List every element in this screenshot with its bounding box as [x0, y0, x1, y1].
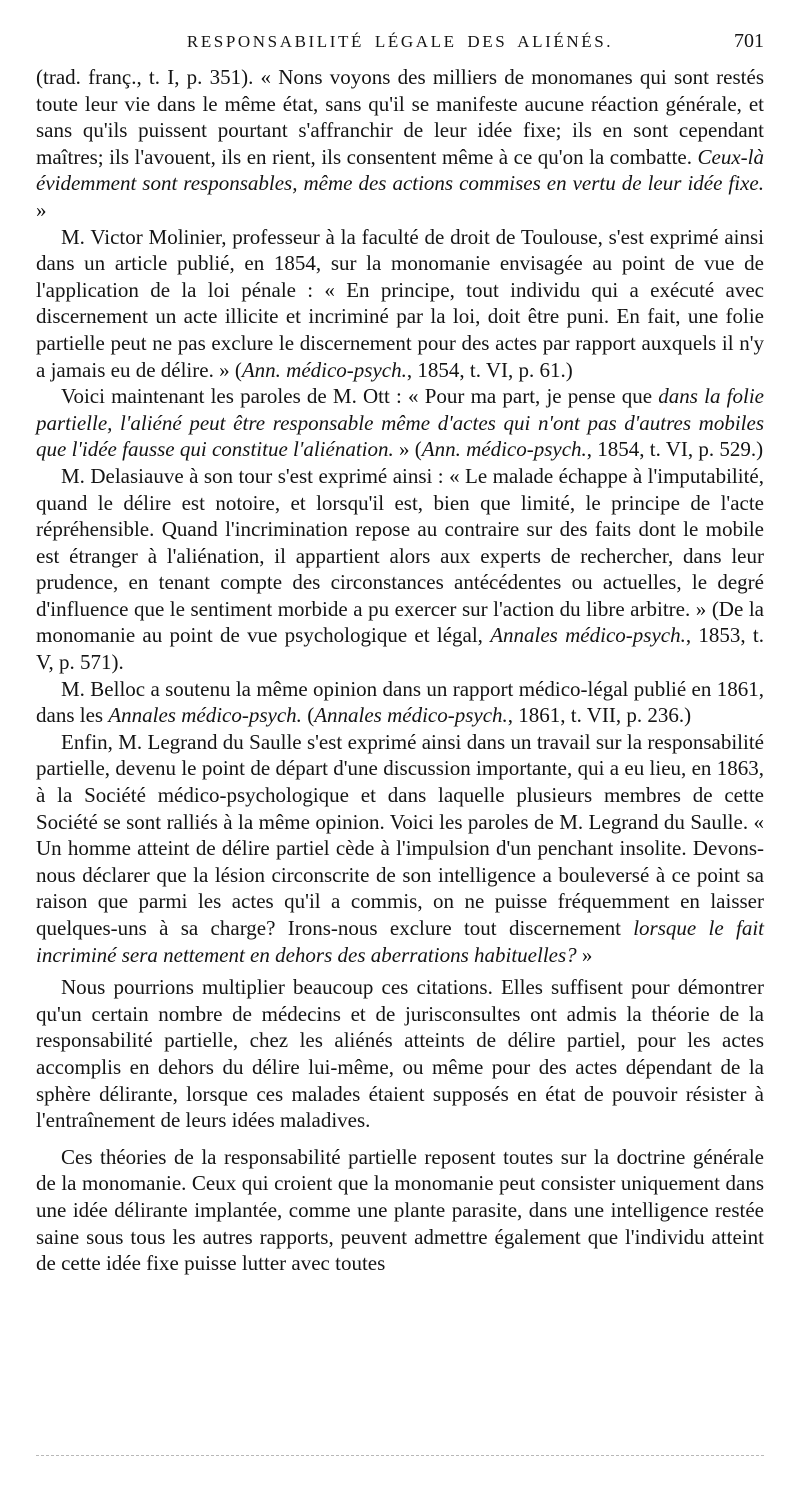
italic-run: Annales médico-psych.	[314, 703, 508, 728]
text-run: , 1854, t. VI, p. 529.)	[586, 437, 764, 462]
text-run: Ces théories de la responsabilité partielle reposent toutes sur la doctrine générale de la monomanie. Ceux qui croient que la monomanie peut consister uniquement dans une idée délirante implantée, comme une plante parasite, dans une intelligence restée saine sous tous les autres rapports, peuvent admettre également que l'individu atteint de cette idée fixe puisse lutter avec toutes	[36, 1144, 764, 1276]
text-run: »	[36, 197, 47, 222]
running-title: RESPONSABILITÉ LÉGALE DES ALIÉNÉS.	[186, 32, 614, 51]
italic-run: Ceux-là évidemment sont responsables, même des actions commises en vertu de leur idée fixe.	[36, 144, 764, 196]
text-run: Nous pourrions multiplier beaucoup ces citations. Elles suffisent pour démontrer qu'un certain nombre de médecins et de jurisconsultes ont admis la théorie de la responsabilité partielle, chez les aliénés atteints de délire partiel, pour les actes accomplis en dehors du délire lui-même, ou même pour des actes dépendant de la sphère délirante, lorsque ces malades étaient supposés en état de pouvoir résister à l'entraînement de leurs idées maladives.	[36, 975, 764, 1133]
text-run: , 1861, t. VII, p. 236.)	[507, 703, 692, 728]
paragraph	[36, 676, 764, 729]
text-run: (	[301, 703, 315, 728]
text-run: Enfin, M. Legrand du Saulle s'est exprimé ainsi dans un travail sur la responsabilité partielle, devenu le point de départ d'une discussion importante, qui a eu lieu, en 1863, à la Société médico-psychologique et dans laquelle plusieurs membres de cette Société se sont ralliés à la même opinion. Voici les paroles de M. Legrand du Saulle. « Un homme atteint de délire partiel cède à l'impulsion d'un penchant insolite. Devons-nous déclarer que la lésion circonscrite de son intelligence a bouleversé à ce point sa raison que parmi les actes qu'il a commis, on ne puisse fréquemment en laisser quelques-uns à sa charge? Irons-nous exclure tout discernement	[36, 729, 764, 940]
text-run: , 1854, t. VI, p. 61.)	[406, 357, 573, 382]
text-run: M. Victor Molinier, professeur à la faculté de droit de Toulouse, s'est exprimé ainsi dans un article publié, en 1854, sur la monomanie envisagée au point de vue de l'application de la loi pénale : « En principe, tout individu qui a exécuté avec discernement un acte illicite et incriminé par la loi, doit être puni. En fait, une folie partielle peut ne pas exclure le discernement pour des actes par rapport auxquels il n'y a jamais eu de délire. » (	[36, 224, 764, 382]
text-run: (trad. franç., t. I, p. 351). « Nons voyons des milliers de monomanes qui sont restés toute leur vie dans le même état, sans qu'il se manifeste aucune réaction générale, et sans qu'ils puissent pourtant s'affranchir de leur idée fixe; ils en sont cependant maîtres; ils l'avouent, ils en rient, ils consentent même à ce qu'on la combatte.	[36, 65, 764, 169]
italic-run: Ann. médico-psych.	[241, 357, 407, 382]
text-run: M. Delasiauve à son tour s'est exprimé ainsi : « Le malade échappe à l'imputabilité, quand le délire est notoire, et lorsqu'il est, bien que limité, le principe de l'acte répréhensible. Quand l'incrimination repose au contraire sur des faits dont le mobile est étranger à l'aliénation, il appartient alors aux experts de rechercher, dans leur prudence, en tenant compte des circonstances antécédentes ou actuelles, le degré d'influence que le sentiment morbide a pu exercer sur l'action du libre arbitre. » (De la monomanie au point de vue psychologique et légal,	[36, 463, 764, 648]
paragraph	[36, 64, 764, 224]
italic-run: dans la folie partielle, l'aliéné peut être responsable même d'actes qui n'ont pas d'autres mobiles que l'idée fausse qui constitue l'aliénation.	[36, 384, 764, 462]
footer-rule	[36, 1455, 764, 1456]
italic-run: Annales médico-psych.	[490, 623, 686, 648]
text-run: , 1853, t. V, p. 571).	[36, 623, 764, 675]
paragraph	[36, 463, 764, 676]
italic-run: Annales médico-psych.	[108, 703, 302, 728]
text-run: » (	[393, 437, 422, 462]
paragraph	[36, 1144, 764, 1277]
paragraph	[36, 383, 764, 463]
text-run: Voici maintenant les paroles de M. Ott : « Pour ma part, je pense que	[61, 384, 659, 409]
page-header	[36, 28, 764, 60]
paragraph	[36, 224, 764, 384]
paragraph	[36, 974, 764, 1134]
text-run: M. Belloc a soutenu la même opinion dans un rapport médico-légal publié en 1861, dans les	[36, 676, 764, 728]
text-run: »	[576, 942, 593, 967]
paragraph	[36, 729, 764, 968]
page-number: 701	[734, 30, 764, 52]
body-text	[36, 64, 764, 1277]
italic-run: Ann. médico-psych.	[421, 437, 587, 462]
italic-run: lorsque le fait incriminé sera nettement en dehors des aberrations habituelles?	[36, 916, 764, 967]
